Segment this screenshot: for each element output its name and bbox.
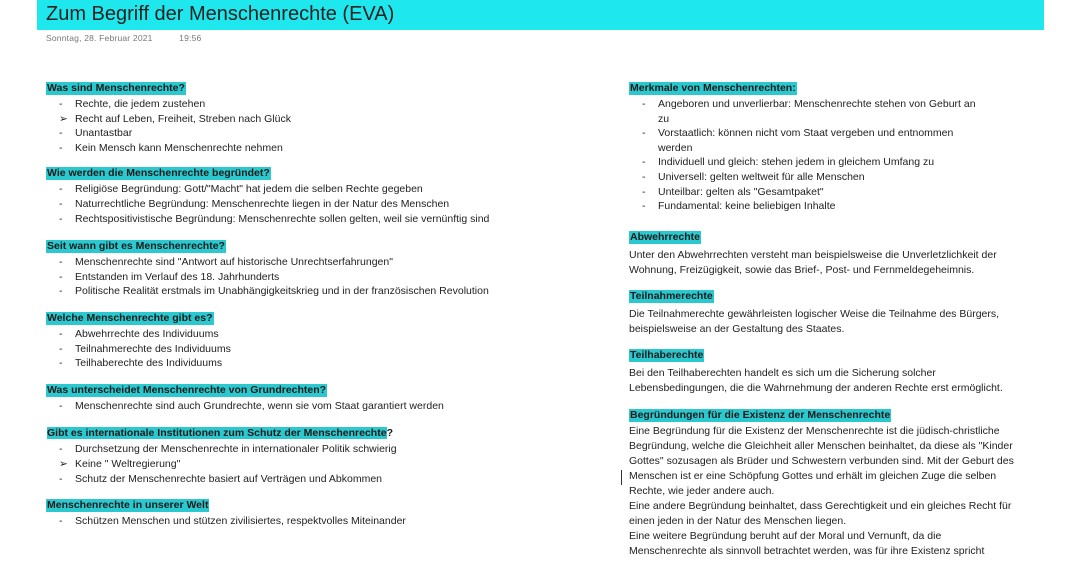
- section-teilhaberechte: [629, 345, 1039, 396]
- list-item: [46, 514, 591, 529]
- list-item-text: Teilnahmerechte des Individuums: [75, 342, 231, 355]
- paragraph-line: Lebensbedingungen, die die Wahrnehmung der anderen Rechte erst ermöglicht.: [629, 381, 1003, 394]
- paragraph-line: Bei den Teilhaberechten handelt es sich um die Sicherung solcher: [629, 366, 936, 379]
- section-heading-wrap: [46, 427, 394, 440]
- paragraph: [629, 366, 1039, 396]
- list-item: [46, 342, 591, 357]
- list-item-text: Abwehrrechte des Individuums: [75, 327, 219, 340]
- bullet-marker: -: [59, 285, 63, 298]
- list-item: [629, 97, 1039, 112]
- list-item-text: Unteilbar: gelten als "Gesamtpaket": [658, 185, 824, 198]
- section-was-sind: [46, 78, 591, 155]
- bullet-marker: -: [59, 357, 63, 370]
- section-begruendungen: [629, 405, 1039, 559]
- list-item-text: Individuell und gleich: stehen jedem in gleichem Umfang zu: [658, 156, 935, 169]
- page-date: Sonntag, 28. Februar 2021: [46, 33, 153, 43]
- paragraph: [629, 424, 1039, 559]
- bullet-list: [629, 97, 1039, 214]
- right-column[interactable]: [629, 78, 1039, 559]
- list-item: [46, 197, 591, 212]
- list-item: [46, 255, 591, 270]
- list-item: [46, 457, 591, 472]
- list-item-continuation: [629, 141, 1039, 156]
- list-item-text: Rechtspositivistische Begründung: Menschenrechte sollen gelten, weil sie vernünftig sind: [75, 212, 490, 225]
- list-item-text: Entstanden im Verlauf des 18. Jahrhunderts: [75, 270, 280, 283]
- section-institutionen: [46, 423, 591, 486]
- arrow-bullet-icon: ➢: [59, 112, 68, 125]
- bullet-marker: -: [59, 183, 63, 196]
- list-item-text: Durchsetzung der Menschenrechte in internationaler Politik schwierig: [75, 443, 397, 456]
- list-item: [629, 155, 1039, 170]
- bullet-marker: -: [59, 197, 63, 210]
- section-heading: Was unterscheidet Menschenrechte von Grundrechten?: [47, 383, 327, 396]
- bullet-list: [46, 182, 591, 226]
- paragraph-line: Eine andere Begründung beinhaltet, dass Gerechtigkeit und ein gleiches Recht für: [629, 499, 1012, 512]
- list-item: [46, 126, 591, 141]
- list-item: [46, 141, 591, 156]
- section-heading: Abwehrrechte: [630, 230, 701, 243]
- section-merkmale: [629, 78, 1039, 214]
- bullet-list: [46, 97, 591, 155]
- list-item-text: Menschenrechte sind auch Grundrechte, wenn sie vom Staat garantiert werden: [75, 399, 444, 412]
- paragraph-line: Eine Begründung für die Existenz der Menschenrechte ist die jüdisch-christliche: [629, 424, 1000, 437]
- bullet-marker: -: [59, 472, 63, 485]
- list-item: [46, 356, 591, 371]
- list-item-text: Rechte, die jedem zustehen: [75, 98, 206, 110]
- list-item-text: Naturrechtliche Begründung: Menschenrechte liegen in der Natur des Menschen: [75, 197, 450, 210]
- list-item: [46, 97, 591, 112]
- list-item-text: Fundamental: keine beliebigen Inhalte: [658, 200, 836, 213]
- section-heading: Welche Menschenrechte gibt es?: [47, 311, 213, 324]
- list-item-text: Vorstaatlich: können nicht vom Staat vergeben und entnommen: [658, 127, 954, 140]
- list-item-text: Religiöse Begründung: Gott/"Macht" hat jedem die selben Rechte gegeben: [75, 183, 423, 196]
- paragraph-line: beispielsweise an der Gestaltung des Staates.: [629, 322, 845, 335]
- bullet-marker: -: [642, 170, 646, 183]
- bullet-marker: -: [59, 443, 63, 456]
- section-heading: Was sind Menschenrechte?: [47, 82, 185, 94]
- paragraph: [629, 248, 1039, 278]
- list-item-text: Keine " Weltregierung": [75, 457, 181, 470]
- list-item-text: Schützen Menschen und stützen zivilisiertes, respektvolles Miteinander: [75, 515, 406, 528]
- list-item: [629, 185, 1039, 200]
- bullet-marker: -: [59, 342, 63, 355]
- section-heading: Merkmale von Menschenrechten:: [630, 82, 796, 94]
- section-seit-wann: [46, 236, 591, 299]
- paragraph-line: Menschen ist er eine Schöpfung Gottes und erhält im gleichen Zuge die selben: [629, 469, 997, 482]
- section-heading: Gibt es internationale Institutionen zum Schutz der Menschenrechte: [47, 427, 387, 440]
- paragraph-line: Unter den Abwehrrechten versteht man beispielsweise die Unverletzlichkeit der: [629, 248, 997, 261]
- list-item: [46, 399, 591, 414]
- list-item: [46, 212, 591, 227]
- bullet-list: [46, 442, 591, 486]
- paragraph-line: einen jeden in der Natur des Menschen liegen.: [629, 514, 847, 527]
- bullet-marker: -: [642, 98, 646, 110]
- bullet-marker: -: [59, 98, 63, 110]
- list-item: [629, 170, 1039, 185]
- list-item: [46, 442, 591, 457]
- arrow-bullet-icon: ➢: [59, 457, 68, 470]
- section-abwehrrechte: [629, 227, 1039, 278]
- list-item-text: Politische Realität erstmals im Unabhängigkeitskrieg und in der französischen Revolution: [75, 285, 489, 298]
- list-item: [629, 126, 1039, 141]
- bullet-marker: -: [642, 127, 646, 140]
- section-heading: Wie werden die Menschenrechte begründet?: [47, 167, 270, 180]
- paragraph-line: Rechte, wie jeder andere auch.: [629, 484, 775, 497]
- bullet-marker: -: [59, 212, 63, 225]
- bullet-marker: -: [59, 127, 63, 140]
- bullet-marker: -: [642, 156, 646, 169]
- list-item: [46, 112, 591, 127]
- bullet-list: [46, 399, 591, 414]
- bullet-marker: -: [59, 141, 63, 154]
- section-unserer-welt: [46, 495, 591, 529]
- list-item-text: zu: [658, 112, 670, 125]
- list-item-text: Schutz der Menschenrechte basiert auf Verträgen und Abkommen: [75, 472, 383, 485]
- list-item-continuation: [629, 112, 1039, 127]
- list-item: [46, 284, 591, 299]
- bullet-list: [46, 255, 591, 299]
- bullet-marker: -: [59, 270, 63, 283]
- paragraph-line: Wohnung, Freizügigkeit, sowie das Brief-, Post- und Fernmeldegeheimnis.: [629, 263, 975, 276]
- bullet-marker: -: [642, 200, 646, 213]
- section-heading: Teilnahmerechte: [630, 289, 713, 302]
- list-item-text: Universell: gelten weltweit für alle Menschen: [658, 170, 865, 183]
- list-item-text: Unantastbar: [75, 127, 133, 140]
- list-item: [46, 270, 591, 285]
- section-unterschied: [46, 380, 591, 414]
- section-begruendet: [46, 163, 591, 226]
- bullet-marker: -: [59, 327, 63, 340]
- paragraph-line: Begründung, welche die Gleichheit aller Menschen beinhaltet, da diese als "Kinder: [629, 439, 1013, 452]
- paragraph: [629, 307, 1039, 337]
- section-heading-suffix: ?: [386, 427, 393, 440]
- paragraph-line: Menschenrechte als sinnvoll betrachtet werden, was für ihre Existenz spricht: [629, 544, 985, 557]
- list-item: [46, 182, 591, 197]
- list-item: [629, 199, 1039, 214]
- section-heading: Menschenrechte in unserer Welt: [47, 499, 209, 512]
- section-heading: Teilhaberechte: [630, 348, 704, 361]
- bullet-list: [46, 514, 591, 529]
- section-welche: [46, 308, 591, 371]
- page-title[interactable]: Zum Begriff der Menschenrechte (EVA): [46, 3, 395, 25]
- list-item: [46, 472, 591, 487]
- left-column[interactable]: [46, 78, 591, 529]
- bullet-marker: -: [642, 185, 646, 198]
- bullet-marker: -: [59, 399, 63, 412]
- paragraph-line: Eine weitere Begründung beruht auf der Moral und Vernunft, da die: [629, 529, 942, 542]
- list-item-text: Menschenrechte sind "Antwort auf historische Unrechtserfahrungen": [75, 256, 393, 269]
- list-item-text: Teilhaberechte des Individuums: [75, 357, 223, 370]
- section-heading: Seit wann gibt es Menschenrechte?: [47, 240, 225, 253]
- bullet-marker: -: [59, 256, 63, 269]
- list-item-text: Angeboren und unverlierbar: Menschenrechte stehen von Geburt an: [658, 98, 976, 110]
- list-item: [46, 327, 591, 342]
- section-heading: Begründungen für die Existenz der Menschenrechte: [630, 408, 891, 421]
- bullet-list: [46, 327, 591, 371]
- page-time: 19:56: [179, 33, 202, 43]
- paragraph-line: Gottes" sozusagen als Brüder und Schwestern verbunden sind. Mit der Geburt des: [629, 454, 1014, 467]
- list-item-text: Recht auf Leben, Freiheit, Streben nach Glück: [75, 112, 291, 125]
- page-date-time: [46, 33, 201, 43]
- text-cursor: [621, 470, 622, 485]
- bullet-marker: -: [59, 515, 63, 528]
- section-teilnahmerechte: [629, 286, 1039, 337]
- paragraph-line: Die Teilnahmerechte gewährleisten logischer Weise die Teilnahme des Bürgers,: [629, 307, 1000, 320]
- list-item-text: Kein Mensch kann Menschenrechte nehmen: [75, 141, 283, 154]
- list-item-text: werden: [658, 141, 693, 154]
